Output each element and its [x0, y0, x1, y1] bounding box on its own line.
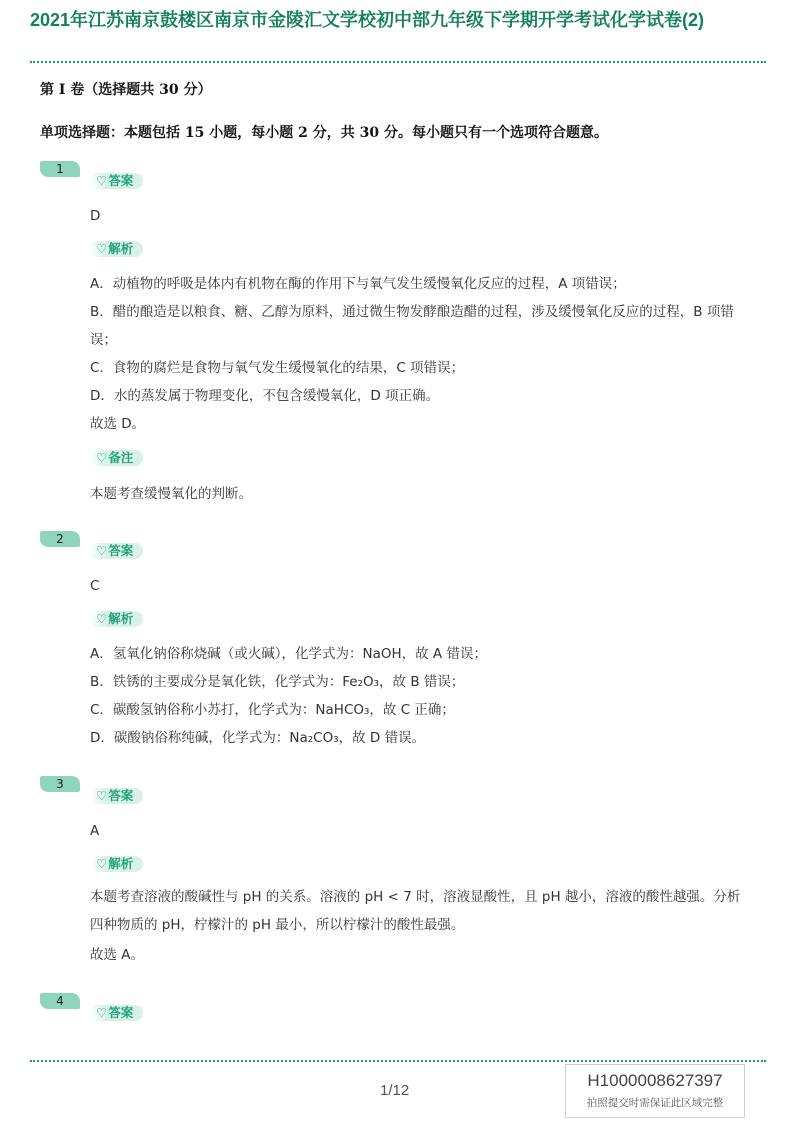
- question-number: 3: [40, 776, 80, 792]
- note-tag: ♡备注: [90, 450, 143, 466]
- lightbulb-icon: ♡: [96, 788, 108, 803]
- analysis-line: D．水的蒸发属于物理变化，不包含缓慢氧化，D 项正确。: [90, 388, 440, 404]
- question-number: 4: [40, 993, 80, 1009]
- analysis-line: D．碳酸钠俗称纯碱，化学式为：Na₂CO₃，故 D 错误。: [90, 730, 426, 746]
- analysis-tag: ♡解析: [90, 611, 143, 627]
- answer-tag: ♡答案: [90, 1005, 143, 1021]
- analysis-line: B．醋的酿造是以粮食、糖、乙醇为原料，通过微生物发酵酿造醋的过程，涉及缓慢氧化反应的过程，B 项错误；: [90, 304, 734, 348]
- analysis-line: C．食物的腐烂是食物与氧气发生缓慢氧化的结果，C 项错误；: [90, 360, 465, 376]
- analysis-tag: ♡解析: [90, 856, 143, 872]
- page-number: 1/12: [380, 1082, 410, 1099]
- lightbulb-icon: ♡: [96, 856, 108, 871]
- lightbulb-icon: ♡: [96, 543, 108, 558]
- analysis-line: 故选 D。: [90, 416, 146, 432]
- question-number: 2: [40, 531, 80, 547]
- submission-code-box: [565, 1064, 745, 1118]
- analysis-line: A．动植物的呼吸是体内有机物在酶的作用下与氧气发生缓慢氧化反应的过程，A 项错误；: [90, 276, 626, 292]
- answer-text: D: [90, 208, 101, 224]
- lightbulb-icon: ♡: [96, 1005, 108, 1020]
- answer-text: A: [90, 823, 100, 839]
- question-number: 1: [40, 161, 80, 177]
- top-divider: [30, 61, 766, 63]
- analysis-line: 故选 A。: [90, 947, 145, 963]
- analysis-line: C．碳酸氢钠俗称小苏打，化学式为：NaHCO₃，故 C 正确；: [90, 702, 455, 718]
- analysis-tag: ♡解析: [90, 241, 143, 257]
- lightbulb-icon: ♡: [96, 241, 108, 256]
- analysis-line: 本题考查溶液的酸碱性与 pH 的关系。溶液的 pH < 7 时，溶液显酸性，且 pH 越小，溶液的酸性越强。分析四种物质的 pH，柠檬汁的 pH 最小，所以柠檬汁的酸性最强。: [90, 889, 741, 933]
- lightbulb-icon: ♡: [96, 611, 108, 626]
- analysis-line: A．氢氧化钠俗称烧碱（或火碱），化学式为：NaOH，故 A 错误；: [90, 646, 487, 662]
- lightbulb-icon: ♡: [96, 450, 108, 465]
- answer-tag: ♡答案: [90, 173, 143, 189]
- answer-text: C: [90, 578, 100, 594]
- instruction: 单项选择题：本题包括 15 小题，每小题 2 分，共 30 分。每小题只有一个选项符合题意。: [40, 125, 608, 141]
- lightbulb-icon: ♡: [96, 173, 108, 188]
- note-text: 本题考查缓慢氧化的判断。: [90, 486, 252, 502]
- submission-code: H1000008627397: [587, 1071, 723, 1090]
- part-title: 第 Ⅰ 卷（选择题共 30 分）: [40, 82, 212, 98]
- bottom-divider: [30, 1060, 766, 1062]
- submission-note: 拍照提交时需保证此区域完整: [586, 1097, 724, 1109]
- answer-tag: ♡答案: [90, 543, 143, 559]
- analysis-line: B．铁锈的主要成分是氧化铁，化学式为：Fe₂O₃，故 B 错误；: [90, 674, 465, 690]
- answer-tag: ♡答案: [90, 788, 143, 804]
- document-title: 2021年江苏南京鼓楼区南京市金陵汇文学校初中部九年级下学期开学考试化学试卷(2): [30, 10, 705, 30]
